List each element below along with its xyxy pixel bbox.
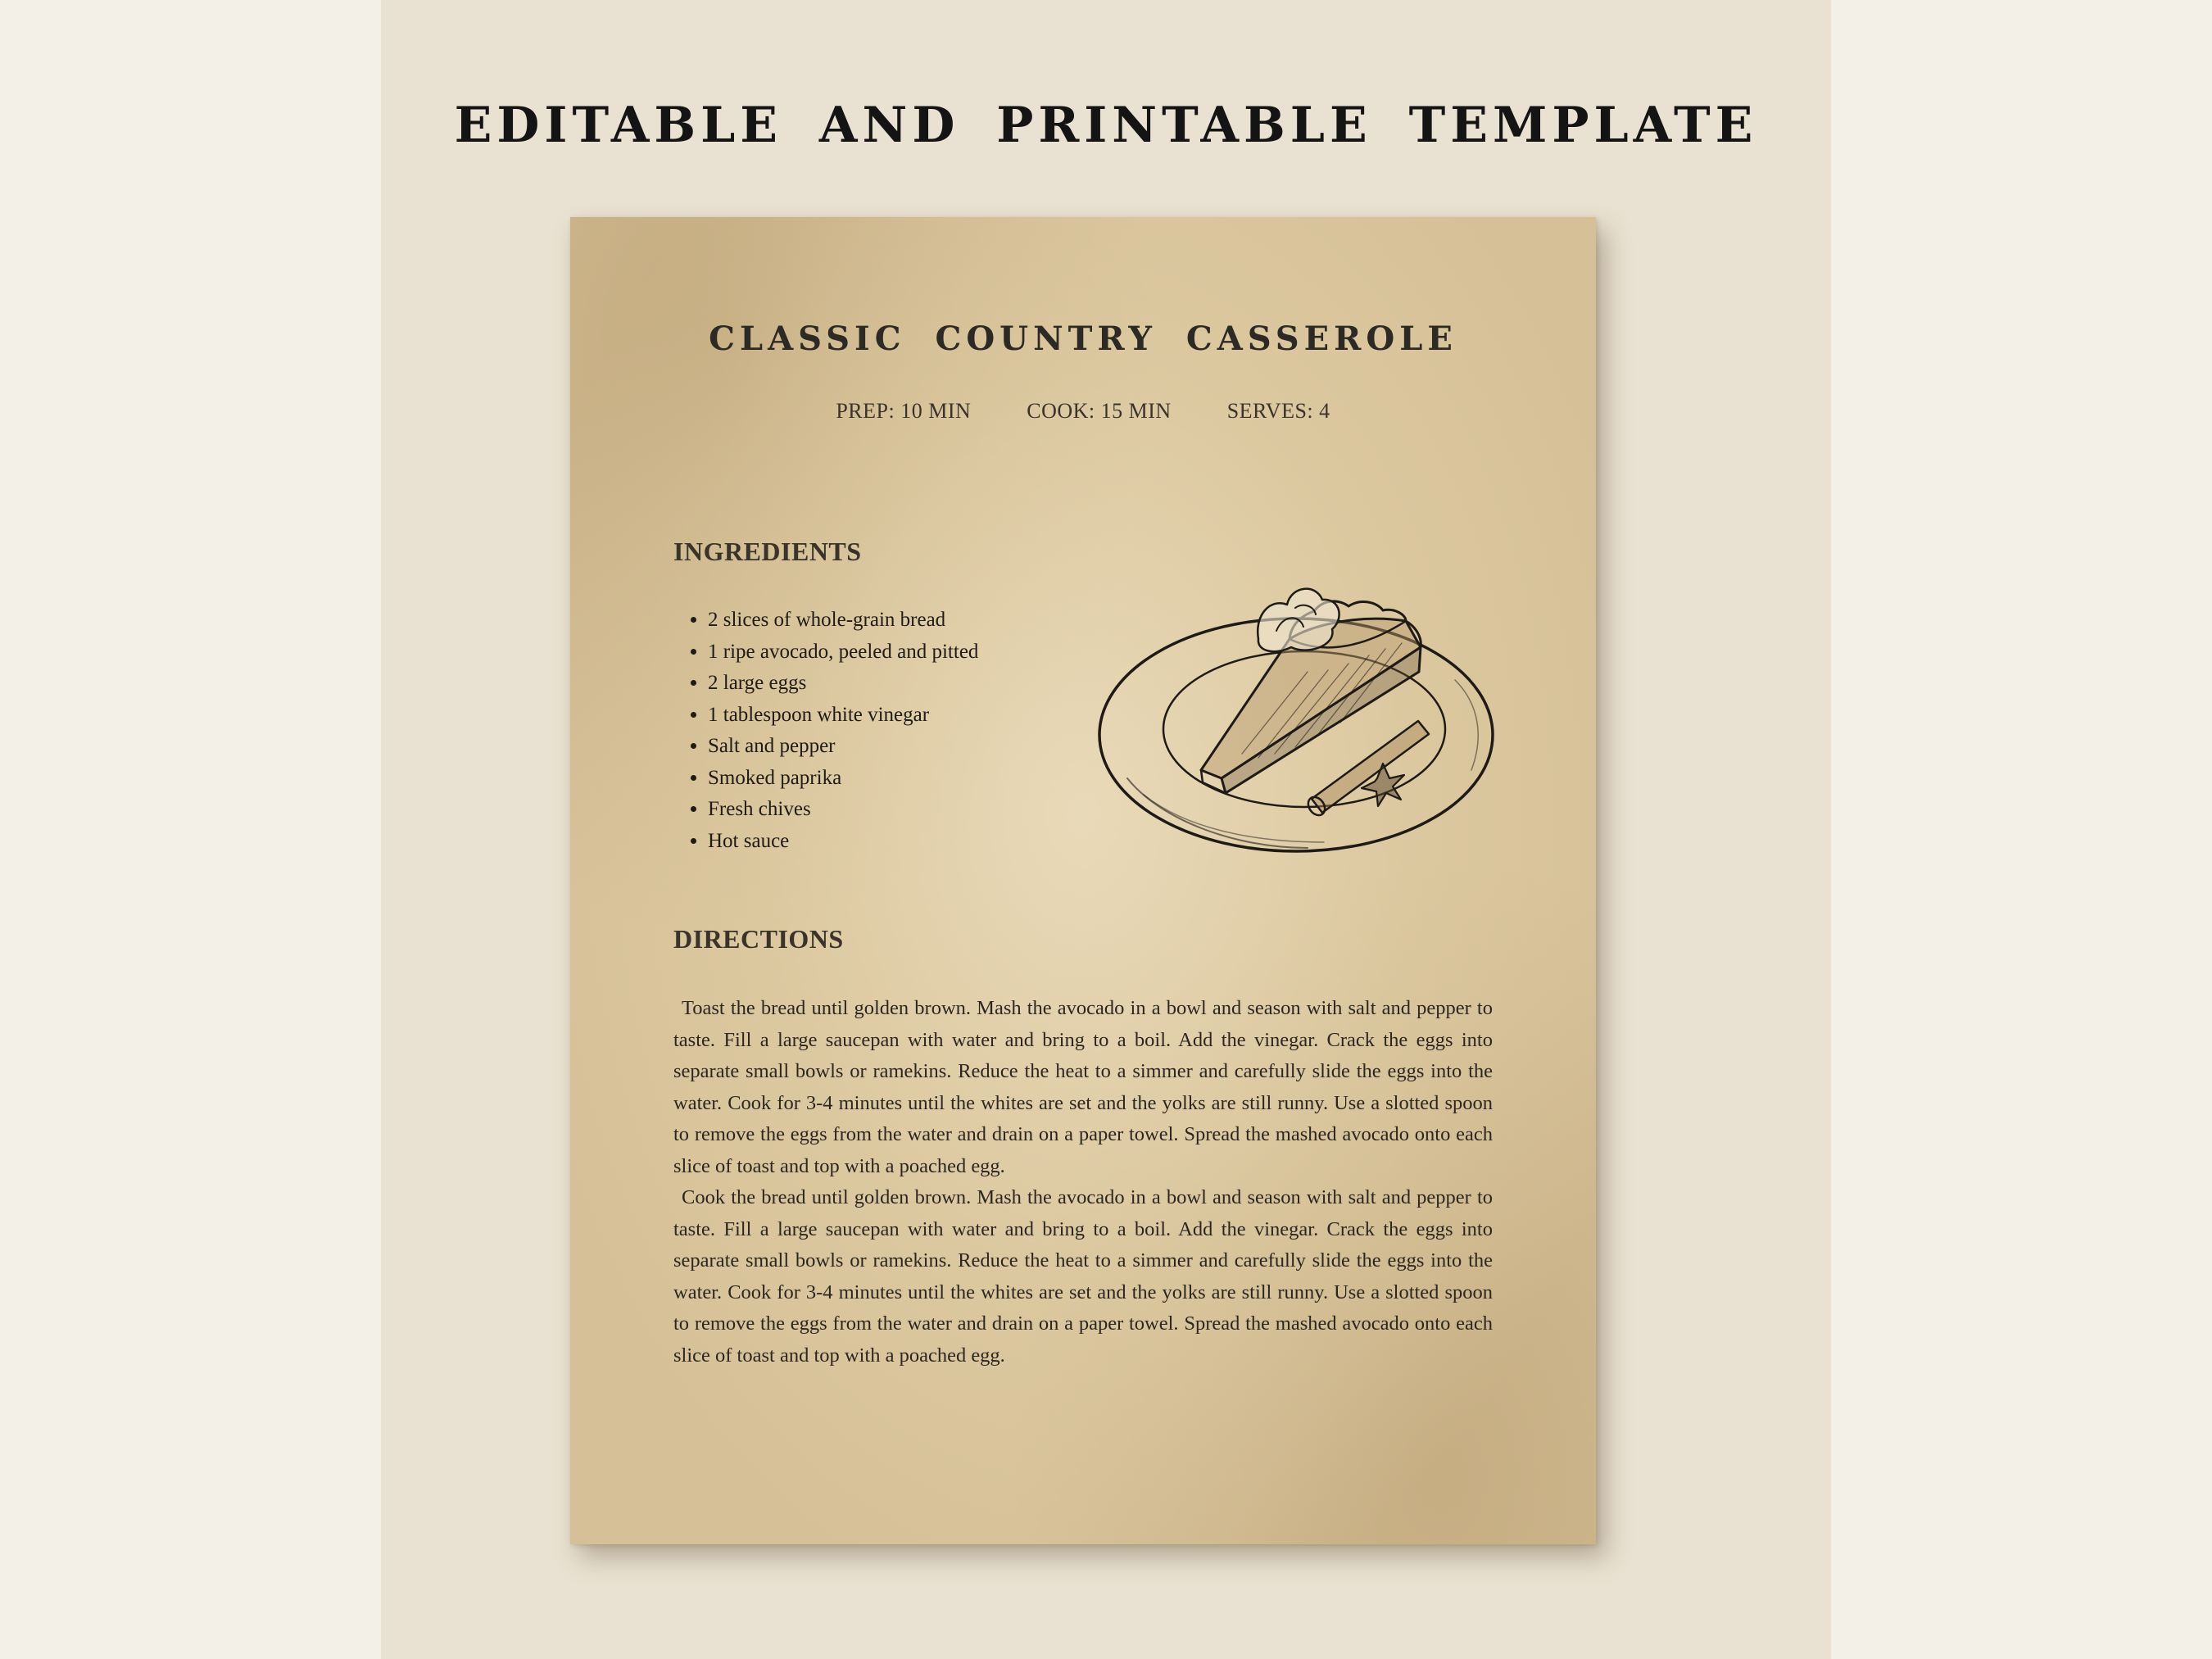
banner-title: EDITABLE AND PRINTABLE TEMPLATE: [454, 97, 1758, 154]
ingredient-item: • Salt and pepper: [708, 731, 978, 763]
ingredients-heading: INGREDIENTS: [673, 537, 862, 566]
direction-paragraph: Cook the bread until golden brown. Mash the avocado in a bowl and season with salt and pepper to taste. Fill a large saucepan with water and bring to a boil. Add the vinegar. Crack the eggs into separate small bowls or ramekins. Reduce the heat to a simmer and carefully slide the eggs into the water. Cook for 3-4 minutes until the whites are set and the yolks are still runny. Use a slotted spoon to remove the eggs from the water and drain on a paper towel. Spread the mashed avocado onto each slice of toast and top with a poached egg.: [673, 1186, 1493, 1367]
servings: SERVES: 4: [1226, 399, 1330, 423]
whipped-cream: [1258, 589, 1339, 652]
directions-text: [673, 993, 1493, 1371]
recipe-card: [570, 217, 1596, 1544]
cook-time: COOK: 15 MIN: [1027, 399, 1172, 423]
ingredients-list: [673, 605, 978, 857]
pie-slice-illustration: [1095, 533, 1496, 864]
ingredient-item: • Hot sauce: [708, 826, 978, 858]
ingredient-item: • 1 tablespoon white vinegar: [708, 700, 978, 732]
directions-heading: DIRECTIONS: [673, 924, 844, 954]
direction-paragraph: Toast the bread until golden brown. Mash the avocado in a bowl and season with salt and pepper to taste. Fill a large saucepan with water and bring to a boil. Add the vinegar. Crack the eggs into separate small bowls or ramekins. Reduce the heat to a simmer and carefully slide the eggs into the water. Cook for 3-4 minutes until the whites are set and the yolks are still runny. Use a slotted spoon to remove the eggs from the water and drain on a paper towel. Spread the mashed avocado onto each slice of toast and top with a poached egg.: [673, 997, 1493, 1177]
ingredient-item: • 2 large eggs: [708, 668, 978, 700]
recipe-meta: [570, 399, 1596, 424]
recipe-title: CLASSIC COUNTRY CASSEROLE: [709, 320, 1457, 358]
ingredient-item: • Smoked paprika: [708, 763, 978, 795]
cinnamon-stick: [1305, 721, 1429, 818]
prep-time: PREP: 10 MIN: [836, 399, 972, 423]
ingredient-item: • 1 ripe avocado, peeled and pitted: [708, 637, 978, 669]
ingredient-item: • Fresh chives: [708, 794, 978, 826]
ingredient-item: • 2 slices of whole-grain bread: [708, 605, 978, 637]
